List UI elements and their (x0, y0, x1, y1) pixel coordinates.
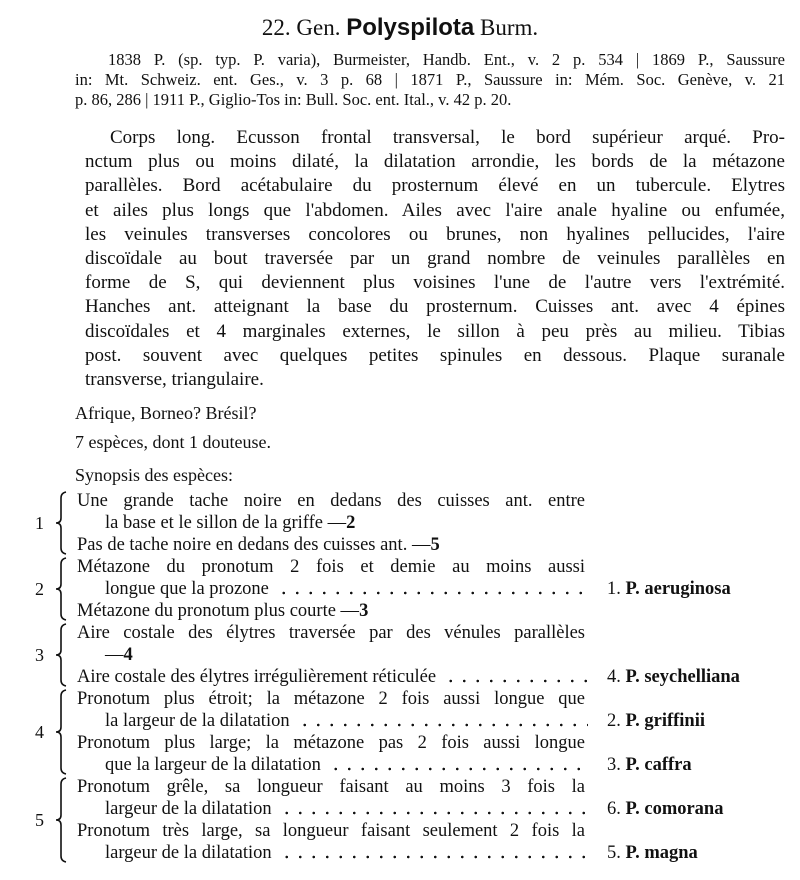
species-result (607, 710, 705, 732)
species-number: 1. (607, 579, 621, 599)
key-line-text: Pronotum plus étroit; la métazone 2 fois aussi longue que (77, 689, 585, 709)
genus-number: 22. Gen. (261, 15, 341, 40)
distribution: Afrique, Borneo? Brésil? (75, 403, 257, 423)
description-line: discoïdales et 4 marginales externes, le sillon à peu près au milieu. Tibias (85, 321, 785, 342)
brace-icon (55, 778, 69, 862)
species-result (607, 754, 692, 776)
key-line (105, 754, 592, 776)
species-number: 6. (607, 799, 621, 819)
key-line-text: Métazone du pronotum 2 fois et demie au moins aussi (77, 557, 585, 577)
couplet-number: 4 (35, 722, 44, 742)
dot-leader (298, 723, 588, 727)
key-line (77, 732, 585, 754)
dot-leader (277, 591, 588, 595)
couplet-reference[interactable]: 5 (430, 535, 440, 555)
key-line-text: Une grande tache noire en dedans des cuisses ant. entre (77, 491, 585, 511)
key-line-text: — (105, 645, 124, 665)
description-line: transverse, triangulaire. (85, 369, 264, 390)
key-line (105, 842, 592, 864)
citation-line: 1838 P. (sp. typ. P. varia), Burmeister, Handb. Ent., v. 2 p. 534 | 1869 P., Saussure (108, 50, 785, 69)
species-count: 7 espèces, dont 1 douteuse. (75, 432, 271, 452)
key-line (77, 820, 585, 842)
description-line: Hanches ant. atteignant la base du prosternum. Cuisses ant. avec 4 épines (85, 296, 785, 317)
species-result (607, 666, 740, 688)
key-line-text: Pronotum grêle, sa longueur faisant au moins 3 fois la (77, 777, 585, 797)
species-name: P. magna (625, 843, 698, 863)
dot-leader (329, 767, 588, 771)
couplet-number: 5 (35, 810, 44, 830)
species-name: P. caffra (625, 755, 692, 775)
key-line-text: Pronotum plus large; la métazone pas 2 fois aussi longue (77, 733, 585, 753)
species-number: 2. (607, 711, 621, 731)
key-line (77, 622, 585, 644)
key-line-text: Pronotum très large, sa longueur faisant seulement 2 fois la (77, 821, 585, 841)
description-line: nctum plus ou moins dilaté, la dilatation arrondie, les bords de la métazone (85, 151, 785, 172)
key-line-text: longue que la prozone (105, 579, 269, 599)
couplet-number: 2 (35, 579, 44, 599)
key-line-text: que la largeur de la dilatation (105, 755, 321, 775)
description-line: et ailes plus longs que l'abdomen. Ailes avec l'aire anale hyaline ou enfumée, (85, 200, 785, 221)
species-name: P. seychelliana (625, 667, 740, 687)
citation-line: in: Mt. Schweiz. ent. Ges., v. 3 p. 68 | 1871 P., Saussure in: Mém. Soc. Genève, v. 21 (75, 70, 785, 89)
key-line-text: Pas de tache noire en dedans des cuisses ant. — (77, 535, 431, 555)
brace-icon (55, 492, 69, 554)
description-line: les veinules transverses concolores ou brunes, non hyalines pellucides, l'aire (85, 224, 785, 245)
genus-author: Burm. (479, 15, 539, 40)
genus-heading (0, 14, 800, 42)
key-line-text: la base et le sillon de la griffe — (105, 513, 347, 533)
brace-icon (55, 690, 69, 774)
species-number: 3. (607, 755, 621, 775)
key-line (105, 578, 592, 600)
key-line (105, 512, 355, 534)
key-line (77, 776, 585, 798)
description-line: post. souvent avec quelques petites spinules en dessous. Plaque suranale (85, 345, 785, 366)
key-line (77, 688, 585, 710)
dot-leader (280, 811, 588, 815)
couplet-number: 3 (35, 645, 44, 665)
key-line (105, 798, 592, 820)
couplet-number: 1 (35, 513, 44, 533)
description-line: parallèles. Bord acétabulaire du prosternum élevé en un tubercule. Elytres (85, 175, 785, 196)
key-line (77, 666, 592, 688)
species-result (607, 578, 731, 600)
description-line: forme de S, qui deviennent plus voisines l'une de l'autre vers l'extrémité. (85, 272, 785, 293)
brace-icon (55, 624, 69, 686)
species-number: 5. (607, 843, 621, 863)
key-line-text: la largeur de la dilatation (105, 711, 290, 731)
dot-leader (444, 679, 588, 683)
description-line: Corps long. Ecusson frontal transversal, le bord supérieur arqué. Pro- (110, 127, 785, 148)
key-line (77, 490, 585, 512)
species-name: P. comorana (625, 799, 724, 819)
key-line (77, 556, 585, 578)
species-result (607, 842, 698, 864)
synopsis-heading: Synopsis des espèces: (75, 465, 233, 485)
key-line-text: largeur de la dilatation (105, 799, 272, 819)
key-line-text: Aire costale des élytres irrégulièrement réticulée (77, 667, 437, 687)
key-line-text: largeur de la dilatation (105, 843, 272, 863)
couplet-reference[interactable]: 4 (123, 645, 133, 665)
couplet-reference[interactable]: 2 (346, 513, 356, 533)
couplet-reference[interactable]: 3 (359, 601, 369, 621)
brace-icon (55, 558, 69, 620)
key-line-text: Aire costale des élytres traversée par des vénules parallèles (77, 623, 585, 643)
key-line (105, 644, 133, 666)
species-name: P. griffinii (625, 711, 705, 731)
key-line (105, 710, 592, 732)
species-number: 4. (607, 667, 621, 687)
genus-name: Polyspilota (346, 14, 475, 41)
dot-leader (280, 855, 588, 859)
description-line: discoïdale au bout traversée par un grand nombre de veinules parallèles en (85, 248, 785, 269)
key-line (77, 534, 440, 556)
species-name: P. aeruginosa (625, 579, 731, 599)
citation-line: p. 86, 286 | 1911 P., Giglio-Tos in: Bull. Soc. ent. Ital., v. 42 p. 20. (75, 90, 512, 109)
species-result (607, 798, 723, 820)
key-line-text: Métazone du pronotum plus courte — (77, 601, 360, 621)
key-line (77, 600, 368, 622)
